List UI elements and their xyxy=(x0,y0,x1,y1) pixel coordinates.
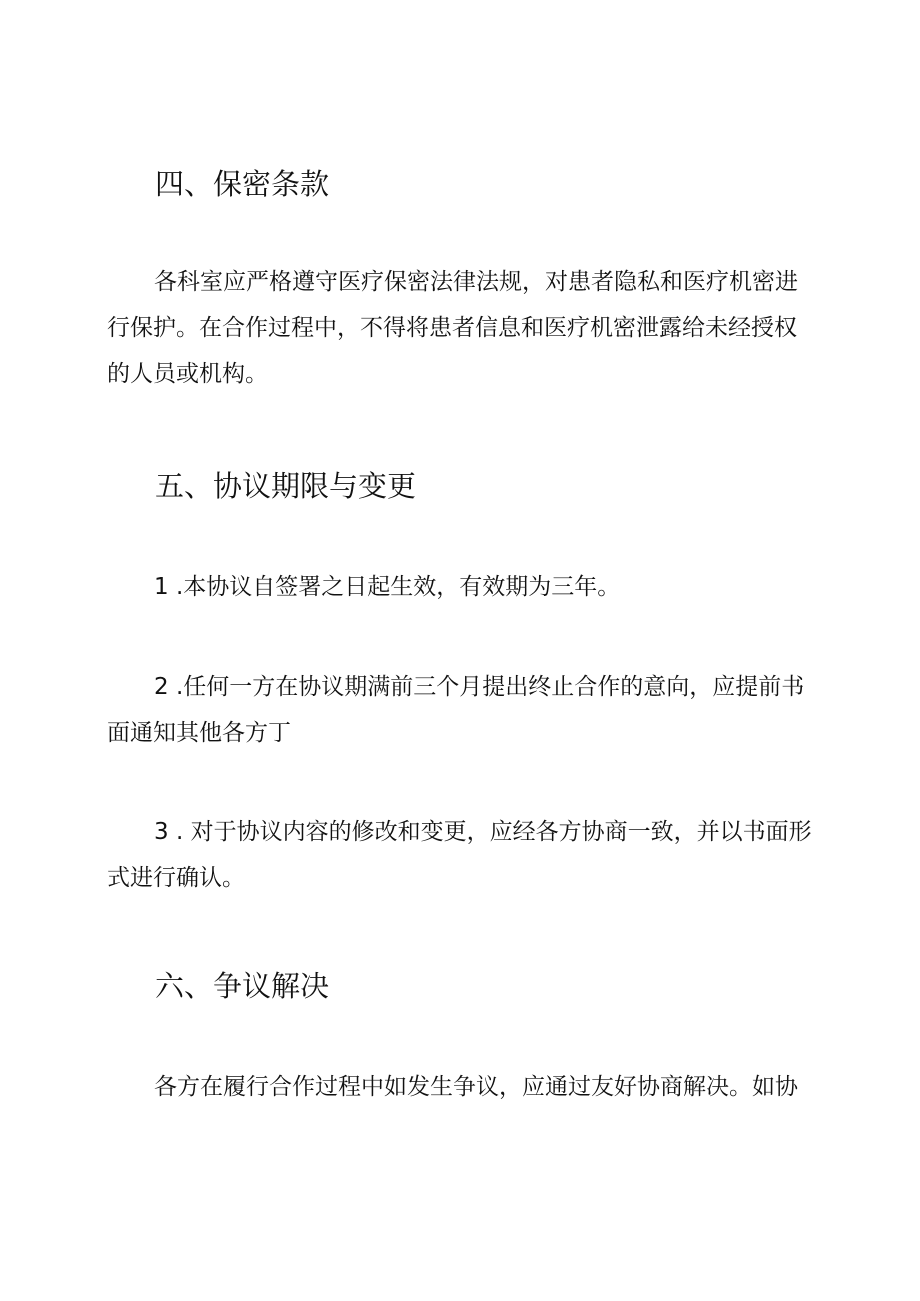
paragraph-line: 的人员或机构。 xyxy=(107,361,268,387)
section-heading-dispute-resolution: 六、争议解决 xyxy=(155,969,330,1003)
paragraph-dispute-resolution xyxy=(107,1064,817,1110)
paragraph-line: 2 .任何一方在协议期满前三个月提出终止合作的意向，应提前书 xyxy=(154,674,805,700)
paragraph-term-item-2 xyxy=(107,664,817,756)
paragraph-line: 各科室应严格遵守医疗保密法律法规，对患者隐私和医疗机密进 xyxy=(154,269,798,295)
paragraph-line: 式进行确认。 xyxy=(107,865,245,891)
paragraph-line: 行保护。在合作过程中，不得将患者信息和医疗机密泄露给未经授权 xyxy=(107,315,797,341)
paragraph-confidentiality xyxy=(107,259,817,397)
paragraph-line: 各方在履行合作过程中如发生争议，应通过友好协商解决。如协 xyxy=(154,1074,798,1100)
paragraph-line: 1 .本协议自签署之日起生效，有效期为三年。 xyxy=(154,574,621,600)
paragraph-line: 3 . 对于协议内容的修改和变更，应经各方协商一致，并以书面形 xyxy=(154,819,812,845)
paragraph-term-item-1 xyxy=(107,564,817,610)
paragraph-term-item-3 xyxy=(107,809,817,901)
section-heading-term-and-changes: 五、协议期限与变更 xyxy=(155,469,417,503)
paragraph-line: 面通知其他各方丁 xyxy=(107,720,291,746)
section-heading-confidentiality: 四、保密条款 xyxy=(155,167,330,201)
